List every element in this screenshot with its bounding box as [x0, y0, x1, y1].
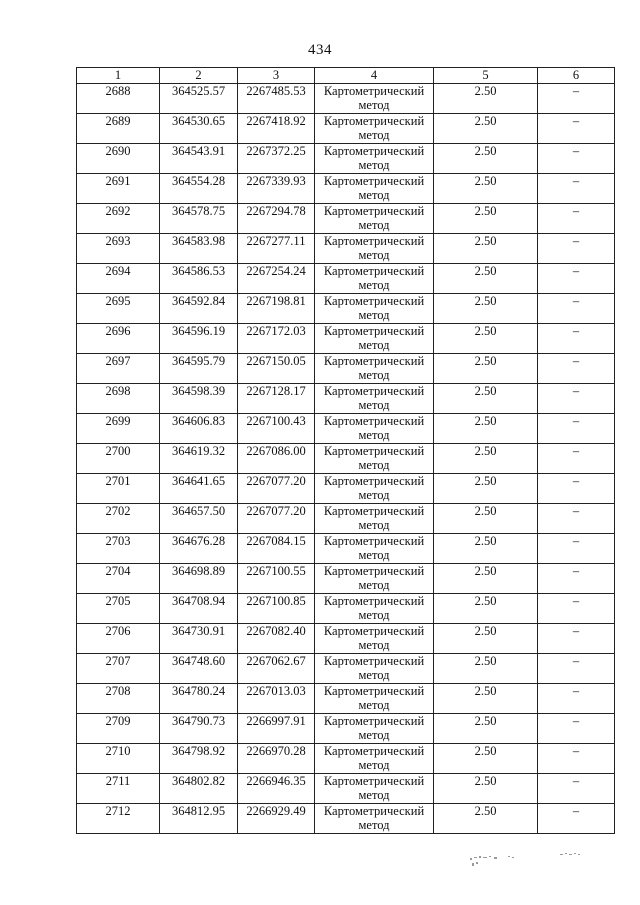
point-number-cell: 2693	[77, 234, 160, 264]
y-coordinate-cell: 2267198.81	[238, 294, 315, 324]
x-coordinate-cell: 364530.65	[160, 114, 238, 144]
method-cell	[315, 354, 434, 384]
method-line-2: метод	[358, 158, 390, 172]
table-row	[77, 324, 615, 354]
point-number-cell: 2688	[77, 84, 160, 114]
table-header	[77, 68, 615, 84]
error-cell: 2.50	[434, 204, 538, 234]
y-coordinate-cell: 2266970.28	[238, 744, 315, 774]
method-line-2: метод	[358, 428, 390, 442]
method-line-2: метод	[358, 458, 390, 472]
method-line-1: Картометрический	[323, 684, 425, 698]
x-coordinate-cell: 364586.53	[160, 264, 238, 294]
x-coordinate-cell: 364641.65	[160, 474, 238, 504]
y-coordinate-cell: 2267084.15	[238, 534, 315, 564]
x-coordinate-cell: 364708.94	[160, 594, 238, 624]
table-row	[77, 204, 615, 234]
x-coordinate-cell: 364812.95	[160, 804, 238, 834]
table-row	[77, 534, 615, 564]
error-cell: 2.50	[434, 384, 538, 414]
method-line-1: Картометрический	[323, 114, 425, 128]
y-coordinate-cell: 2267172.03	[238, 324, 315, 354]
method-cell	[315, 744, 434, 774]
x-coordinate-cell: 364657.50	[160, 504, 238, 534]
x-coordinate-cell: 364525.57	[160, 84, 238, 114]
header-col-4: 4	[315, 68, 434, 84]
method-line-1: Картометрический	[323, 654, 425, 668]
note-cell: –	[538, 264, 615, 294]
error-cell: 2.50	[434, 174, 538, 204]
y-coordinate-cell: 2267077.20	[238, 474, 315, 504]
method-line-1: Картометрический	[323, 594, 425, 608]
method-line-1: Картометрический	[323, 534, 425, 548]
point-number-cell: 2700	[77, 444, 160, 474]
x-coordinate-cell: 364619.32	[160, 444, 238, 474]
note-cell: –	[538, 594, 615, 624]
table-row	[77, 624, 615, 654]
error-cell: 2.50	[434, 144, 538, 174]
y-coordinate-cell: 2267339.93	[238, 174, 315, 204]
note-cell: –	[538, 564, 615, 594]
scan-stamp-mark	[470, 850, 600, 870]
error-cell: 2.50	[434, 684, 538, 714]
table-row	[77, 594, 615, 624]
method-cell	[315, 294, 434, 324]
x-coordinate-cell: 364606.83	[160, 414, 238, 444]
method-line-1: Картометрический	[323, 264, 425, 278]
y-coordinate-cell: 2267254.24	[238, 264, 315, 294]
y-coordinate-cell: 2267013.03	[238, 684, 315, 714]
method-cell	[315, 384, 434, 414]
point-number-cell: 2705	[77, 594, 160, 624]
table-row	[77, 474, 615, 504]
error-cell: 2.50	[434, 414, 538, 444]
error-cell: 2.50	[434, 504, 538, 534]
note-cell: –	[538, 204, 615, 234]
method-cell	[315, 114, 434, 144]
method-line-1: Картометрический	[323, 354, 425, 368]
note-cell: –	[538, 684, 615, 714]
method-line-2: метод	[358, 638, 390, 652]
error-cell: 2.50	[434, 84, 538, 114]
method-line-2: метод	[358, 98, 390, 112]
method-cell	[315, 204, 434, 234]
table-row	[77, 174, 615, 204]
x-coordinate-cell: 364730.91	[160, 624, 238, 654]
method-line-2: метод	[358, 548, 390, 562]
point-number-cell: 2708	[77, 684, 160, 714]
note-cell: –	[538, 444, 615, 474]
y-coordinate-cell: 2267150.05	[238, 354, 315, 384]
table-row	[77, 84, 615, 114]
error-cell: 2.50	[434, 624, 538, 654]
error-cell: 2.50	[434, 294, 538, 324]
point-number-cell: 2697	[77, 354, 160, 384]
table-row	[77, 564, 615, 594]
error-cell: 2.50	[434, 114, 538, 144]
table-row	[77, 654, 615, 684]
x-coordinate-cell: 364798.92	[160, 744, 238, 774]
method-line-2: метод	[358, 248, 390, 262]
y-coordinate-cell: 2267062.67	[238, 654, 315, 684]
method-line-1: Картометрический	[323, 744, 425, 758]
method-cell	[315, 774, 434, 804]
point-number-cell: 2699	[77, 414, 160, 444]
note-cell: –	[538, 294, 615, 324]
x-coordinate-cell: 364583.98	[160, 234, 238, 264]
note-cell: –	[538, 384, 615, 414]
point-number-cell: 2696	[77, 324, 160, 354]
method-line-1: Картометрический	[323, 144, 425, 158]
method-cell	[315, 714, 434, 744]
method-line-2: метод	[358, 608, 390, 622]
method-line-2: метод	[358, 128, 390, 142]
note-cell: –	[538, 654, 615, 684]
point-number-cell: 2709	[77, 714, 160, 744]
table-row	[77, 414, 615, 444]
error-cell: 2.50	[434, 564, 538, 594]
method-line-2: метод	[358, 518, 390, 532]
method-cell	[315, 144, 434, 174]
method-cell	[315, 234, 434, 264]
method-cell	[315, 654, 434, 684]
header-col-6: 6	[538, 68, 615, 84]
table-row	[77, 504, 615, 534]
point-number-cell: 2706	[77, 624, 160, 654]
error-cell: 2.50	[434, 714, 538, 744]
y-coordinate-cell: 2267372.25	[238, 144, 315, 174]
y-coordinate-cell: 2267082.40	[238, 624, 315, 654]
method-line-2: метод	[358, 218, 390, 232]
note-cell: –	[538, 534, 615, 564]
table-row	[77, 684, 615, 714]
method-line-1: Картометрический	[323, 474, 425, 488]
method-line-1: Картометрический	[323, 414, 425, 428]
method-line-1: Картометрический	[323, 84, 425, 98]
method-cell	[315, 624, 434, 654]
method-line-1: Картометрический	[323, 504, 425, 518]
method-line-1: Картометрический	[323, 774, 425, 788]
point-number-cell: 2698	[77, 384, 160, 414]
method-line-2: метод	[358, 188, 390, 202]
method-line-2: метод	[358, 668, 390, 682]
header-row	[77, 68, 615, 84]
error-cell: 2.50	[434, 534, 538, 564]
header-col-3: 3	[238, 68, 315, 84]
note-cell: –	[538, 804, 615, 834]
method-cell	[315, 564, 434, 594]
note-cell: –	[538, 744, 615, 774]
method-cell	[315, 684, 434, 714]
error-cell: 2.50	[434, 654, 538, 684]
note-cell: –	[538, 504, 615, 534]
note-cell: –	[538, 114, 615, 144]
error-cell: 2.50	[434, 354, 538, 384]
y-coordinate-cell: 2267294.78	[238, 204, 315, 234]
y-coordinate-cell: 2267418.92	[238, 114, 315, 144]
method-line-1: Картометрический	[323, 624, 425, 638]
y-coordinate-cell: 2266929.49	[238, 804, 315, 834]
error-cell: 2.50	[434, 474, 538, 504]
table-row	[77, 774, 615, 804]
coordinates-table	[76, 67, 615, 834]
header-col-5: 5	[434, 68, 538, 84]
note-cell: –	[538, 234, 615, 264]
note-cell: –	[538, 714, 615, 744]
table-row	[77, 714, 615, 744]
point-number-cell: 2710	[77, 744, 160, 774]
y-coordinate-cell: 2267100.55	[238, 564, 315, 594]
error-cell: 2.50	[434, 444, 538, 474]
method-line-2: метод	[358, 488, 390, 502]
note-cell: –	[538, 774, 615, 804]
method-line-1: Картометрический	[323, 384, 425, 398]
point-number-cell: 2704	[77, 564, 160, 594]
method-line-1: Картометрический	[323, 324, 425, 338]
table-row	[77, 144, 615, 174]
method-cell	[315, 504, 434, 534]
point-number-cell: 2701	[77, 474, 160, 504]
note-cell: –	[538, 354, 615, 384]
error-cell: 2.50	[434, 744, 538, 774]
x-coordinate-cell: 364595.79	[160, 354, 238, 384]
method-cell	[315, 594, 434, 624]
method-line-2: метод	[358, 398, 390, 412]
method-line-2: метод	[358, 278, 390, 292]
method-line-2: метод	[358, 698, 390, 712]
error-cell: 2.50	[434, 774, 538, 804]
method-line-2: метод	[358, 308, 390, 322]
x-coordinate-cell: 364676.28	[160, 534, 238, 564]
point-number-cell: 2712	[77, 804, 160, 834]
point-number-cell: 2690	[77, 144, 160, 174]
error-cell: 2.50	[434, 594, 538, 624]
table-body	[77, 84, 615, 834]
point-number-cell: 2691	[77, 174, 160, 204]
y-coordinate-cell: 2267077.20	[238, 504, 315, 534]
y-coordinate-cell: 2267100.85	[238, 594, 315, 624]
table-row	[77, 744, 615, 774]
y-coordinate-cell: 2266997.91	[238, 714, 315, 744]
table-row	[77, 444, 615, 474]
note-cell: –	[538, 324, 615, 354]
method-cell	[315, 474, 434, 504]
method-cell	[315, 84, 434, 114]
method-line-1: Картометрический	[323, 564, 425, 578]
method-line-2: метод	[358, 788, 390, 802]
method-line-2: метод	[358, 578, 390, 592]
method-line-1: Картометрический	[323, 174, 425, 188]
method-cell	[315, 444, 434, 474]
point-number-cell: 2695	[77, 294, 160, 324]
error-cell: 2.50	[434, 324, 538, 354]
note-cell: –	[538, 144, 615, 174]
table-row	[77, 234, 615, 264]
x-coordinate-cell: 364543.91	[160, 144, 238, 174]
header-col-1: 1	[77, 68, 160, 84]
table-row	[77, 294, 615, 324]
table-row	[77, 114, 615, 144]
point-number-cell: 2694	[77, 264, 160, 294]
method-cell	[315, 804, 434, 834]
point-number-cell: 2689	[77, 114, 160, 144]
method-line-2: метод	[358, 368, 390, 382]
page-number: 434	[308, 42, 332, 58]
table-row	[77, 354, 615, 384]
y-coordinate-cell: 2266946.35	[238, 774, 315, 804]
x-coordinate-cell: 364578.75	[160, 204, 238, 234]
method-line-1: Картометрический	[323, 234, 425, 248]
error-cell: 2.50	[434, 804, 538, 834]
note-cell: –	[538, 174, 615, 204]
note-cell: –	[538, 474, 615, 504]
method-cell	[315, 264, 434, 294]
table-row	[77, 264, 615, 294]
table-row	[77, 384, 615, 414]
y-coordinate-cell: 2267100.43	[238, 414, 315, 444]
method-line-2: метод	[358, 818, 390, 832]
x-coordinate-cell: 364596.19	[160, 324, 238, 354]
point-number-cell: 2702	[77, 504, 160, 534]
x-coordinate-cell: 364598.39	[160, 384, 238, 414]
note-cell: –	[538, 624, 615, 654]
point-number-cell: 2692	[77, 204, 160, 234]
x-coordinate-cell: 364554.28	[160, 174, 238, 204]
x-coordinate-cell: 364802.82	[160, 774, 238, 804]
y-coordinate-cell: 2267086.00	[238, 444, 315, 474]
note-cell: –	[538, 414, 615, 444]
x-coordinate-cell: 364698.89	[160, 564, 238, 594]
method-line-1: Картометрический	[323, 444, 425, 458]
method-line-2: метод	[358, 758, 390, 772]
x-coordinate-cell: 364790.73	[160, 714, 238, 744]
x-coordinate-cell: 364748.60	[160, 654, 238, 684]
method-line-1: Картометрический	[323, 804, 425, 818]
y-coordinate-cell: 2267485.53	[238, 84, 315, 114]
error-cell: 2.50	[434, 264, 538, 294]
method-line-1: Картометрический	[323, 204, 425, 218]
header-col-2: 2	[160, 68, 238, 84]
method-cell	[315, 414, 434, 444]
y-coordinate-cell: 2267277.11	[238, 234, 315, 264]
point-number-cell: 2707	[77, 654, 160, 684]
error-cell: 2.50	[434, 234, 538, 264]
point-number-cell: 2703	[77, 534, 160, 564]
method-line-1: Картометрический	[323, 294, 425, 308]
note-cell: –	[538, 84, 615, 114]
method-line-2: метод	[358, 728, 390, 742]
y-coordinate-cell: 2267128.17	[238, 384, 315, 414]
method-cell	[315, 174, 434, 204]
method-cell	[315, 324, 434, 354]
method-line-2: метод	[358, 338, 390, 352]
method-cell	[315, 534, 434, 564]
x-coordinate-cell: 364592.84	[160, 294, 238, 324]
method-line-1: Картометрический	[323, 714, 425, 728]
x-coordinate-cell: 364780.24	[160, 684, 238, 714]
table-row	[77, 804, 615, 834]
point-number-cell: 2711	[77, 774, 160, 804]
